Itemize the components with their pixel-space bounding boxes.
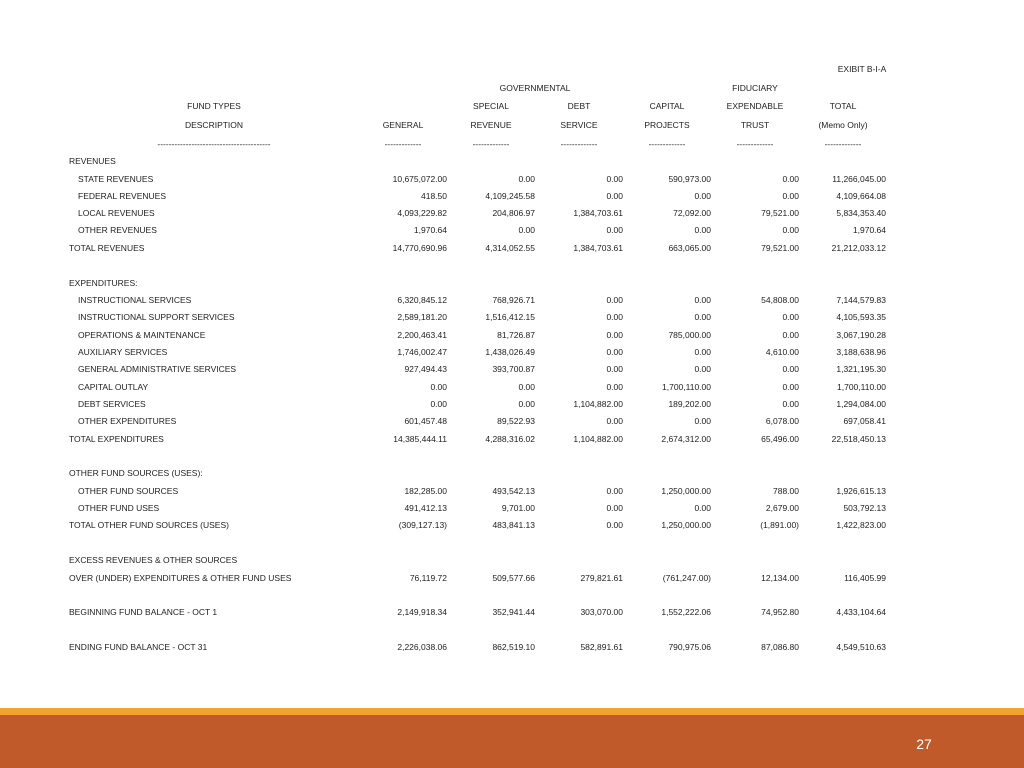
cell-debt-service: 0.00 bbox=[606, 191, 623, 201]
cell-expendable-trust: 0.00 bbox=[782, 174, 799, 184]
cell-expendable-trust: 0.00 bbox=[782, 225, 799, 235]
cell-expendable-trust: 54,808.00 bbox=[761, 295, 799, 305]
cell-general: 1,746,002.47 bbox=[397, 347, 447, 357]
cell-special-revenue: 81,726.87 bbox=[497, 330, 535, 340]
cell-total: 21,212,033.12 bbox=[831, 243, 886, 253]
cell-special-revenue: 0.00 bbox=[518, 382, 535, 392]
cell-debt-service: 1,104,882.00 bbox=[573, 434, 623, 444]
cell-total: 7,144,579.83 bbox=[836, 295, 886, 305]
cell-general: 2,226,038.06 bbox=[397, 642, 447, 652]
general-underline: ------------- bbox=[384, 139, 422, 149]
cell-total: 1,700,110.00 bbox=[837, 382, 886, 392]
capital-header-line2: PROJECTS bbox=[644, 120, 690, 130]
capital-underline: ------------- bbox=[648, 139, 686, 149]
cell-capital-projects: 0.00 bbox=[694, 191, 711, 201]
cell-expendable-trust: 6,078.00 bbox=[765, 416, 799, 426]
row-label: LOCAL REVENUES bbox=[78, 208, 155, 218]
row-label: OVER (UNDER) EXPENDITURES & OTHER FUND USES bbox=[69, 573, 292, 583]
description-header: DESCRIPTION bbox=[184, 120, 244, 130]
cell-total: 1,294,084.00 bbox=[836, 399, 886, 409]
cell-capital-projects: 1,250,000.00 bbox=[661, 520, 711, 530]
cell-capital-projects: 0.00 bbox=[694, 347, 711, 357]
row-label: EXCESS REVENUES & OTHER SOURCES bbox=[69, 555, 238, 565]
cell-debt-service: 0.00 bbox=[606, 174, 623, 184]
cell-expendable-trust: 0.00 bbox=[782, 191, 799, 201]
cell-expendable-trust: 0.00 bbox=[782, 364, 799, 374]
cell-debt-service: 0.00 bbox=[606, 225, 623, 235]
cell-total: 1,926,615.13 bbox=[836, 486, 886, 496]
cell-debt-service: 0.00 bbox=[606, 312, 623, 322]
cell-expendable-trust: 79,521.00 bbox=[761, 243, 799, 253]
cell-debt-service: 1,104,882.00 bbox=[573, 399, 623, 409]
cell-capital-projects: 189,202.00 bbox=[668, 399, 711, 409]
cell-capital-projects: 1,700,110.00 bbox=[662, 382, 711, 392]
cell-total: 11,266,045.00 bbox=[832, 174, 886, 184]
row-label: TOTAL EXPENDITURES bbox=[69, 434, 164, 444]
row-label: ENDING FUND BALANCE - OCT 31 bbox=[69, 642, 208, 652]
cell-special-revenue: 89,522.93 bbox=[497, 416, 535, 426]
cell-expendable-trust: 87,086.80 bbox=[761, 642, 799, 652]
row-label: OTHER EXPENDITURES bbox=[78, 416, 177, 426]
cell-expendable-trust: 74,952.80 bbox=[761, 607, 799, 617]
row-label: TOTAL REVENUES bbox=[69, 243, 145, 253]
page-number: 27 bbox=[916, 736, 932, 752]
cell-general: 491,412.13 bbox=[404, 503, 447, 513]
cell-special-revenue: 509,577.66 bbox=[492, 573, 535, 583]
special-underline: ------------- bbox=[472, 139, 510, 149]
cell-general: 2,200,463.41 bbox=[397, 330, 447, 340]
cell-special-revenue: 352,941.44 bbox=[492, 607, 535, 617]
row-label: STATE REVENUES bbox=[78, 174, 154, 184]
cell-special-revenue: 4,314,052.55 bbox=[485, 243, 535, 253]
cell-total: 22,518,450.13 bbox=[831, 434, 886, 444]
governmental-group-header: GOVERNMENTAL bbox=[499, 83, 571, 93]
cell-general: 182,285.00 bbox=[404, 486, 447, 496]
expendable-underline: ------------- bbox=[736, 139, 774, 149]
cell-capital-projects: 0.00 bbox=[694, 225, 711, 235]
cell-debt-service: 279,821.61 bbox=[580, 573, 623, 583]
cell-special-revenue: 204,806.97 bbox=[492, 208, 535, 218]
debt-header-line2: SERVICE bbox=[560, 120, 598, 130]
cell-debt-service: 0.00 bbox=[606, 295, 623, 305]
cell-total: 4,549,510.63 bbox=[836, 642, 886, 652]
cell-expendable-trust: 4,610.00 bbox=[765, 347, 799, 357]
fiduciary-group-header: FIDUCIARY bbox=[732, 83, 778, 93]
special-header-line2: REVENUE bbox=[470, 120, 512, 130]
cell-expendable-trust: 79,521.00 bbox=[761, 208, 799, 218]
cell-special-revenue: 862,519.10 bbox=[492, 642, 535, 652]
cell-total: 3,067,190.28 bbox=[836, 330, 886, 340]
cell-capital-projects: 0.00 bbox=[694, 416, 711, 426]
cell-debt-service: 0.00 bbox=[606, 364, 623, 374]
cell-expendable-trust: 65,496.00 bbox=[761, 434, 799, 444]
cell-capital-projects: 72,092.00 bbox=[673, 208, 711, 218]
cell-capital-projects: 0.00 bbox=[694, 364, 711, 374]
cell-general: 76,119.72 bbox=[409, 573, 447, 583]
row-label: GENERAL ADMINISTRATIVE SERVICES bbox=[78, 364, 237, 374]
row-label: OTHER REVENUES bbox=[78, 225, 157, 235]
cell-debt-service: 0.00 bbox=[606, 503, 623, 513]
cell-capital-projects: 0.00 bbox=[694, 503, 711, 513]
cell-capital-projects: 0.00 bbox=[694, 295, 711, 305]
cell-expendable-trust: 0.00 bbox=[782, 399, 799, 409]
fund-types-header: FUND TYPES bbox=[187, 101, 241, 111]
cell-capital-projects: 1,552,222.06 bbox=[661, 607, 711, 617]
expendable-header-line2: TRUST bbox=[740, 120, 770, 130]
row-label: OTHER FUND SOURCES bbox=[78, 486, 179, 496]
cell-debt-service: 0.00 bbox=[606, 416, 623, 426]
cell-general: 0.00 bbox=[430, 399, 447, 409]
total-header-line2: (Memo Only) bbox=[818, 120, 868, 130]
cell-debt-service: 0.00 bbox=[606, 382, 623, 392]
cell-total: 4,109,664.08 bbox=[836, 191, 886, 201]
cell-total: 503,792.13 bbox=[843, 503, 886, 513]
cell-expendable-trust: 12,134.00 bbox=[761, 573, 799, 583]
cell-expendable-trust: 0.00 bbox=[782, 330, 799, 340]
exhibit-label: EXIBIT B-I-A bbox=[837, 64, 887, 74]
cell-total: 5,834,353.40 bbox=[836, 208, 886, 218]
cell-general: 2,149,918.34 bbox=[397, 607, 447, 617]
row-label: REVENUES bbox=[69, 156, 116, 166]
cell-total: 3,188,638.96 bbox=[836, 347, 886, 357]
cell-general: 0.00 bbox=[430, 382, 447, 392]
special-header-line1: SPECIAL bbox=[473, 101, 509, 111]
row-label: EXPENDITURES: bbox=[69, 278, 138, 288]
expendable-header-line1: EXPENDABLE bbox=[726, 101, 784, 111]
cell-total: 4,433,104.64 bbox=[836, 607, 886, 617]
cell-special-revenue: 0.00 bbox=[518, 399, 535, 409]
cell-general: 418.50 bbox=[421, 191, 447, 201]
cell-special-revenue: 0.00 bbox=[518, 174, 535, 184]
row-label: DEBT SERVICES bbox=[78, 399, 146, 409]
cell-expendable-trust: (1,891.00) bbox=[760, 520, 799, 530]
cell-special-revenue: 4,288,316.02 bbox=[485, 434, 535, 444]
row-label: INSTRUCTIONAL SUPPORT SERVICES bbox=[78, 312, 235, 322]
cell-general: 14,770,690.96 bbox=[392, 243, 447, 253]
cell-special-revenue: 1,438,026.49 bbox=[485, 347, 535, 357]
cell-special-revenue: 493,542.13 bbox=[492, 486, 535, 496]
general-header: GENERAL bbox=[382, 120, 424, 130]
cell-total: 697,058.41 bbox=[843, 416, 886, 426]
cell-general: 601,457.48 bbox=[404, 416, 447, 426]
total-underline: ------------- bbox=[824, 139, 862, 149]
cell-capital-projects: (761,247.00) bbox=[662, 573, 711, 583]
cell-debt-service: 0.00 bbox=[606, 520, 623, 530]
row-label: FEDERAL REVENUES bbox=[78, 191, 167, 201]
cell-capital-projects: 590,973.00 bbox=[668, 174, 711, 184]
cell-debt-service: 0.00 bbox=[606, 486, 623, 496]
cell-general: 1,970.64 bbox=[413, 225, 447, 235]
cell-debt-service: 1,384,703.61 bbox=[573, 208, 623, 218]
cell-special-revenue: 1,516,412.15 bbox=[485, 312, 535, 322]
cell-general: 927,494.43 bbox=[404, 364, 447, 374]
row-label: OTHER FUND USES bbox=[78, 503, 160, 513]
cell-capital-projects: 785,000.00 bbox=[668, 330, 711, 340]
cell-general: (309,127.13) bbox=[398, 520, 447, 530]
cell-special-revenue: 9,701.00 bbox=[501, 503, 535, 513]
cell-capital-projects: 663,065.00 bbox=[668, 243, 711, 253]
row-label: OPERATIONS & MAINTENANCE bbox=[78, 330, 206, 340]
cell-capital-projects: 2,674,312.00 bbox=[661, 434, 711, 444]
cell-special-revenue: 4,109,245.58 bbox=[485, 191, 535, 201]
cell-general: 14,385,444.11 bbox=[393, 434, 447, 444]
description-underline: ---------------------------------------- bbox=[157, 139, 271, 149]
footer-band bbox=[0, 715, 1024, 768]
cell-special-revenue: 393,700.87 bbox=[492, 364, 535, 374]
row-label: CAPITAL OUTLAY bbox=[78, 382, 149, 392]
cell-total: 1,422,823.00 bbox=[836, 520, 886, 530]
cell-general: 2,589,181.20 bbox=[397, 312, 447, 322]
cell-expendable-trust: 0.00 bbox=[782, 382, 799, 392]
cell-general: 6,320,845.12 bbox=[397, 295, 447, 305]
debt-header-line1: DEBT bbox=[567, 101, 591, 111]
cell-special-revenue: 0.00 bbox=[518, 225, 535, 235]
row-label: OTHER FUND SOURCES (USES): bbox=[69, 468, 203, 478]
row-label: INSTRUCTIONAL SERVICES bbox=[78, 295, 192, 305]
cell-total: 4,105,593.35 bbox=[836, 312, 886, 322]
cell-total: 1,321,195.30 bbox=[836, 364, 886, 374]
cell-special-revenue: 768,926.71 bbox=[492, 295, 535, 305]
cell-debt-service: 1,384,703.61 bbox=[573, 243, 623, 253]
total-header-line1: TOTAL bbox=[829, 101, 857, 111]
cell-capital-projects: 0.00 bbox=[694, 312, 711, 322]
cell-debt-service: 582,891.61 bbox=[580, 642, 623, 652]
debt-underline: ------------- bbox=[560, 139, 598, 149]
cell-debt-service: 303,070.00 bbox=[580, 607, 623, 617]
cell-capital-projects: 1,250,000.00 bbox=[661, 486, 711, 496]
cell-general: 10,675,072.00 bbox=[392, 174, 447, 184]
cell-total: 1,970.64 bbox=[852, 225, 886, 235]
row-label: AUXILIARY SERVICES bbox=[78, 347, 168, 357]
row-label: BEGINNING FUND BALANCE - OCT 1 bbox=[69, 607, 218, 617]
cell-special-revenue: 483,841.13 bbox=[492, 520, 535, 530]
cell-debt-service: 0.00 bbox=[606, 330, 623, 340]
cell-capital-projects: 790,975.06 bbox=[668, 642, 711, 652]
cell-general: 4,093,229.82 bbox=[397, 208, 447, 218]
cell-expendable-trust: 2,679.00 bbox=[765, 503, 799, 513]
accent-stripe bbox=[0, 708, 1024, 715]
cell-debt-service: 0.00 bbox=[606, 347, 623, 357]
cell-total: 116,405.99 bbox=[844, 573, 886, 583]
row-label: TOTAL OTHER FUND SOURCES (USES) bbox=[69, 520, 229, 530]
cell-expendable-trust: 0.00 bbox=[782, 312, 799, 322]
cell-expendable-trust: 788.00 bbox=[773, 486, 799, 496]
capital-header-line1: CAPITAL bbox=[649, 101, 685, 111]
